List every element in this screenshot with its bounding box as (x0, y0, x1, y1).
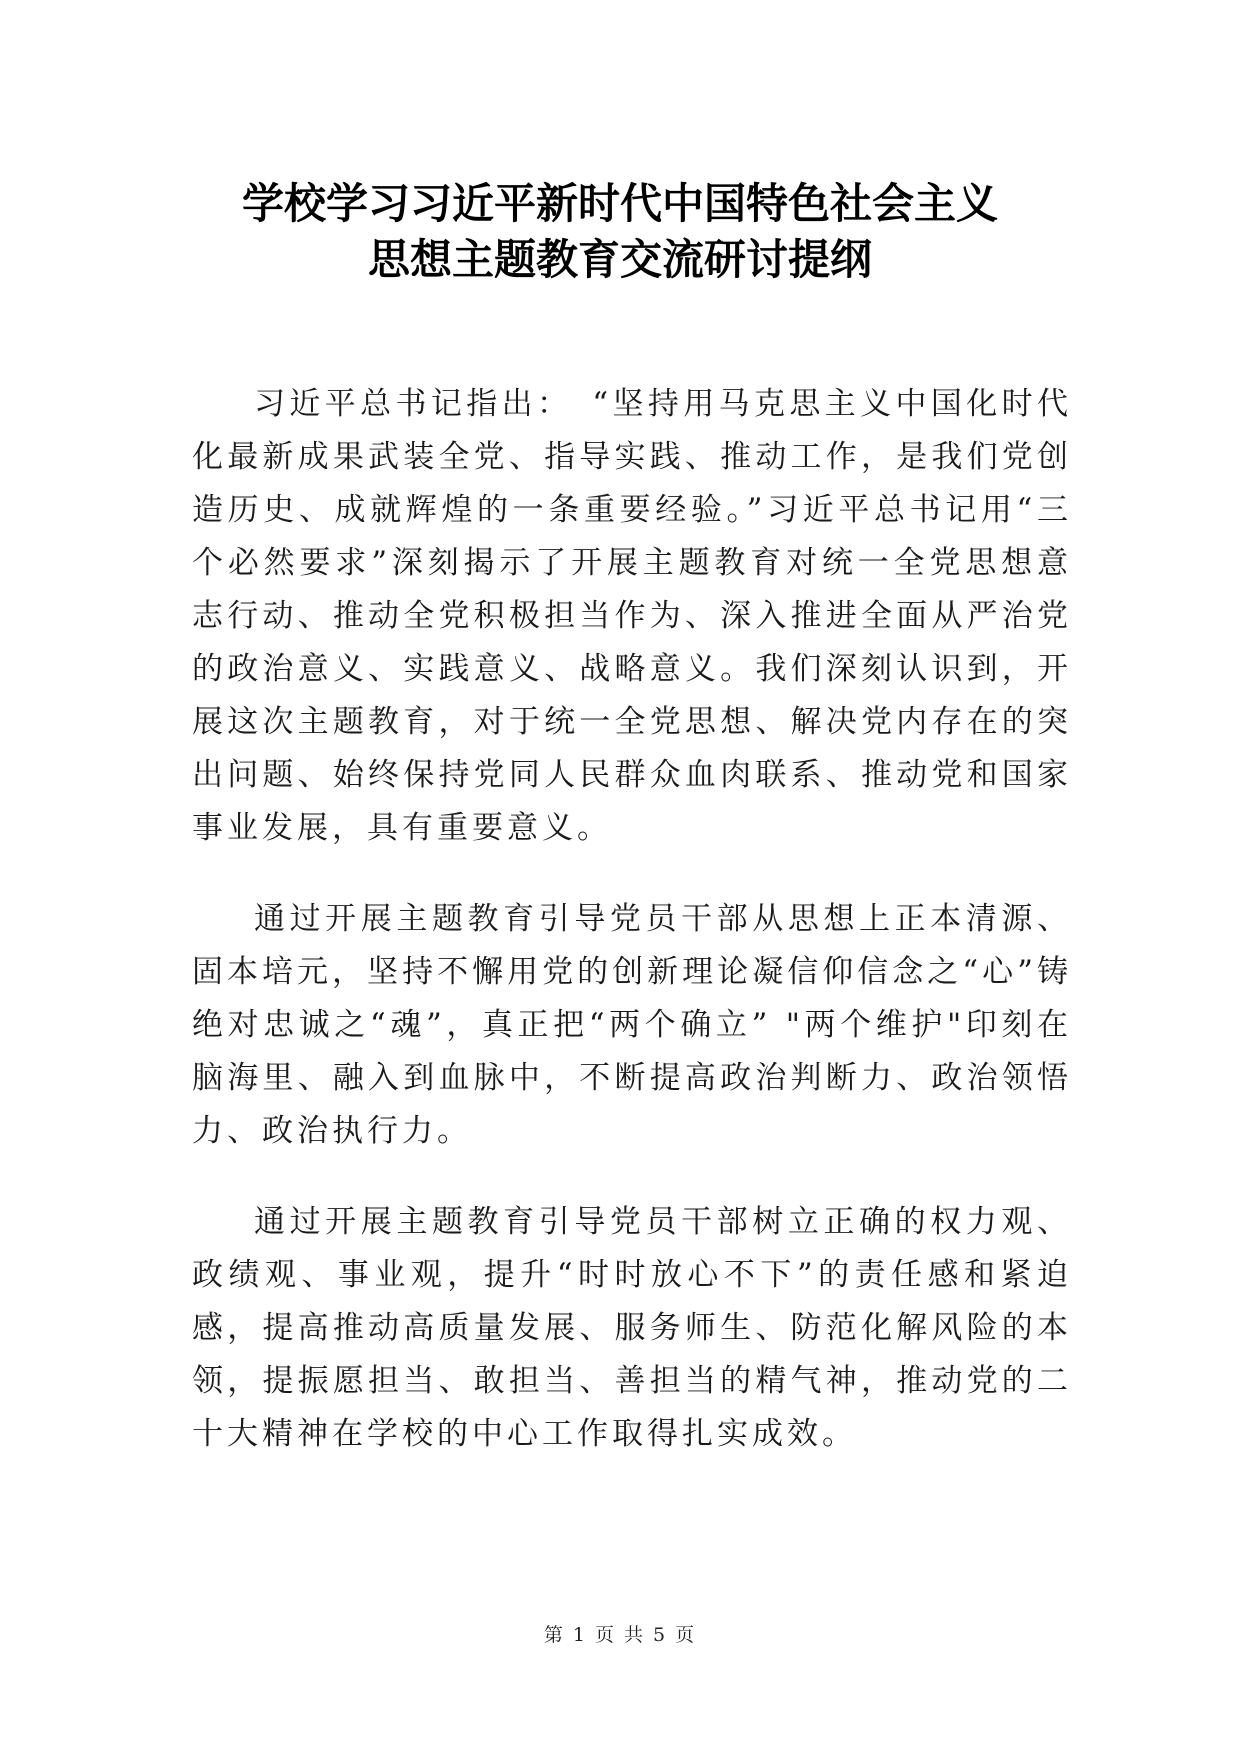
paragraph-2: 通过开展主题教育引导党员干部从思想上正本清源、固本培元，坚持不懈用党的创新理论凝信仰信念之“心”铸绝对忠诚之“魂”，真正把“两个确立” "两个维护"印刻在脑海里、融入到血脉中，不断提高政治判断力、政治领悟力、政治执行力。 (192, 901, 1072, 1149)
document-title (150, 176, 1090, 288)
title-line-1: 学校学习习近平新时代中国特色社会主义 (241, 179, 998, 228)
paragraph-3: 通过开展主题教育引导党员干部树立正确的权力观、政绩观、事业观，提升“时时放心不下”的责任感和紧迫感，提高推动高质量发展、服务师生、防范化解风险的本领，提振愿担当、敢担当、善担当的精气神，推动党的二十大精神在学校的中心工作取得扎实成效。 (192, 1204, 1072, 1452)
title-line-2: 思想主题教育交流研讨提纲 (367, 235, 872, 284)
document-body (192, 378, 1072, 1499)
page-footer: 第 1 页 共 5 页 (543, 1624, 697, 1646)
paragraph-1: 习近平总书记指出： “坚持用马克思主义中国化时代化最新成果武装全党、指导实践、推动工作，是我们党创造历史、成就辉煌的一条重要经验。”习近平总书记用“三个必然要求”深刻揭示了开展主题教育对统一全党思想意志行动、推动全党积极担当作为、深入推进全面从严治党的政治意义、实践意义、战略意义。我们深刻认识到，开展这次主题教育，对于统一全党思想、解决党内存在的突出问题、始终保持党同人民群众血肉联系、推动党和国家事业发展，具有重要意义。 (192, 386, 1072, 846)
